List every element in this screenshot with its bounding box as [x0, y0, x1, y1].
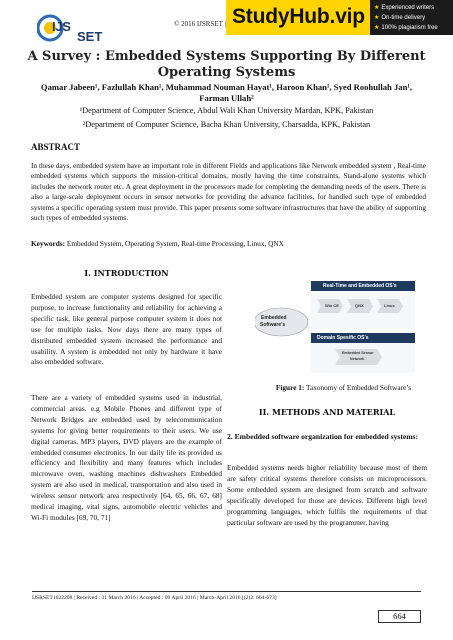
author-list-line2: Farman Ullah²	[199, 93, 254, 103]
affiliation-1: ¹Department of Computer Science, Abdul Wali Khan University Mardan, KPK, Pakistan	[79, 106, 374, 115]
rt-item-label-3: Linux	[384, 303, 395, 308]
header-copyright: © 2016 IJSRSET |	[174, 20, 226, 28]
star-icon: ★	[374, 25, 380, 31]
keywords	[31, 239, 426, 248]
paper-title-line1: A Survey : Embedded Systems Supporting By Different	[27, 49, 426, 64]
taxonomy-diagram	[255, 281, 415, 379]
ds-item-label-line1: Embedded Sensor	[342, 351, 374, 355]
figure-caption	[251, 383, 436, 392]
intro-heading: I. INTRODUCTION	[84, 268, 169, 278]
rt-item-label-1: Win CE	[325, 303, 339, 308]
studyhub-feature: ★ 100% plagiarism free	[374, 25, 438, 31]
intro-paragraph-1: Embedded system are computer systems designed for specific purpose, to increase functionality and reliability for achieving a specific task, like general purpose computer system it does not use for multiple tasks. Now days there are many types of distributed embedded system increased the performance and usability. A system is embedded not only by hardware it have also embedded software.	[31, 292, 222, 367]
footer-citation: IJSRSET1622208 | Received : 31 March 2016 | Accepted : 09 April 2016 | March-April 2016 [(2)2: 664-673]	[32, 595, 277, 601]
studyhub-brand[interactable]: StudyHub.vip	[226, 0, 370, 35]
paper-title-line2: Operating Systems	[157, 65, 296, 80]
star-icon: ★	[374, 15, 380, 21]
center-label-line1: Embedded	[261, 315, 287, 321]
logo-text-bottom: SET	[77, 29, 103, 44]
star-icon: ★	[374, 5, 380, 11]
subsection-heading: 2. Embedded software organization for embedded systems:	[227, 432, 419, 441]
studyhub-ad-banner[interactable]	[226, 0, 453, 35]
studyhub-feature: ★ Experienced writers	[374, 5, 435, 11]
affiliation-2: ²Department of Computer Science, Bacha Khan University, Charsadda, KPK, Pakistan	[82, 120, 371, 129]
figure-caption-label: Figure 1:	[275, 383, 305, 392]
rt-item-label-2: QNX	[355, 303, 364, 308]
ds-header-label: Domain Spesific OS’s	[317, 335, 369, 341]
ds-item-label-line2: Network	[350, 357, 365, 361]
taxonomy-figure	[255, 281, 415, 379]
abstract-text: In these days, embedded system have an important role in different Fields and applications like Network embedded system , Real-time embedded systems which supports the mission-critical domains, mostly having the time constraints, Stand-alone systems which includes the network router etc. A great deployment in the processors made for completing the demanding needs of the users. There is also a large-scale deployment occurs in sensor networks for providing the advance facilities, for handled such type of embedded systems a specific operating system must provide. This paper presents some software infrastructures that have the ability of supporting such types of embedded systems.	[31, 161, 426, 223]
footer-divider	[32, 591, 421, 592]
keywords-text: Embedded System, Operating System, Real-time Processing, Linux, QNX	[65, 239, 284, 248]
center-label-line2: Software’s	[260, 322, 286, 328]
page-number: 664	[378, 610, 421, 623]
figure-caption-text: Taxonomy of Embedded Software’s	[304, 383, 412, 392]
journal-logo	[37, 10, 117, 46]
abstract-heading: ABSTRACT	[31, 142, 81, 152]
intro-paragraph-2: There are a variety of embedded systems used in industrial, commercial areas. e.g Mobile Phones and different type of Network Bridges are embedded used by telecommunication systems for giving better requirements to their users. We use digital cameras, MP3 players, DVD players are the example of embedded consumer electronics. In our daily life its provided us efficiency and flexibility and many features which includes microwave oven, washing machines dishwashers Embedded system are also used in medical, transportation and also used in wireless sensor network area respectively [64, 65, 66, 67, 68] medical imaging, vital signs, automobile electric vehicles and Wi-Fi modules [69, 70, 71]	[31, 393, 222, 522]
rt-header-label: Real-Time and Embedded OS’s	[323, 283, 397, 289]
studyhub-feature: ★ On-time delivery	[374, 15, 426, 21]
methods-heading: II. METHODS AND MATERIAL	[258, 407, 396, 417]
author-list-line1: Qamar Jabeen¹, Fazlullah Khan¹, Muhammad Nouman Hayat¹, Haroon Khan¹, Syed Roohullah Jan¹,	[40, 82, 413, 92]
methods-paragraph-1: Embedded systems needs higher reliability because most of them are safety critical systems therefore consists on microprocessors. Some embedded system are designed from scratch and software specifically developed for those are devices. Different high level programming languages, which fulfils the requirements of that particular software are used by the programmer, having	[227, 463, 427, 527]
logo-text-top: IJS	[52, 19, 71, 34]
keywords-label: Keywords:	[31, 239, 66, 248]
studyhub-feature-list	[374, 3, 438, 33]
